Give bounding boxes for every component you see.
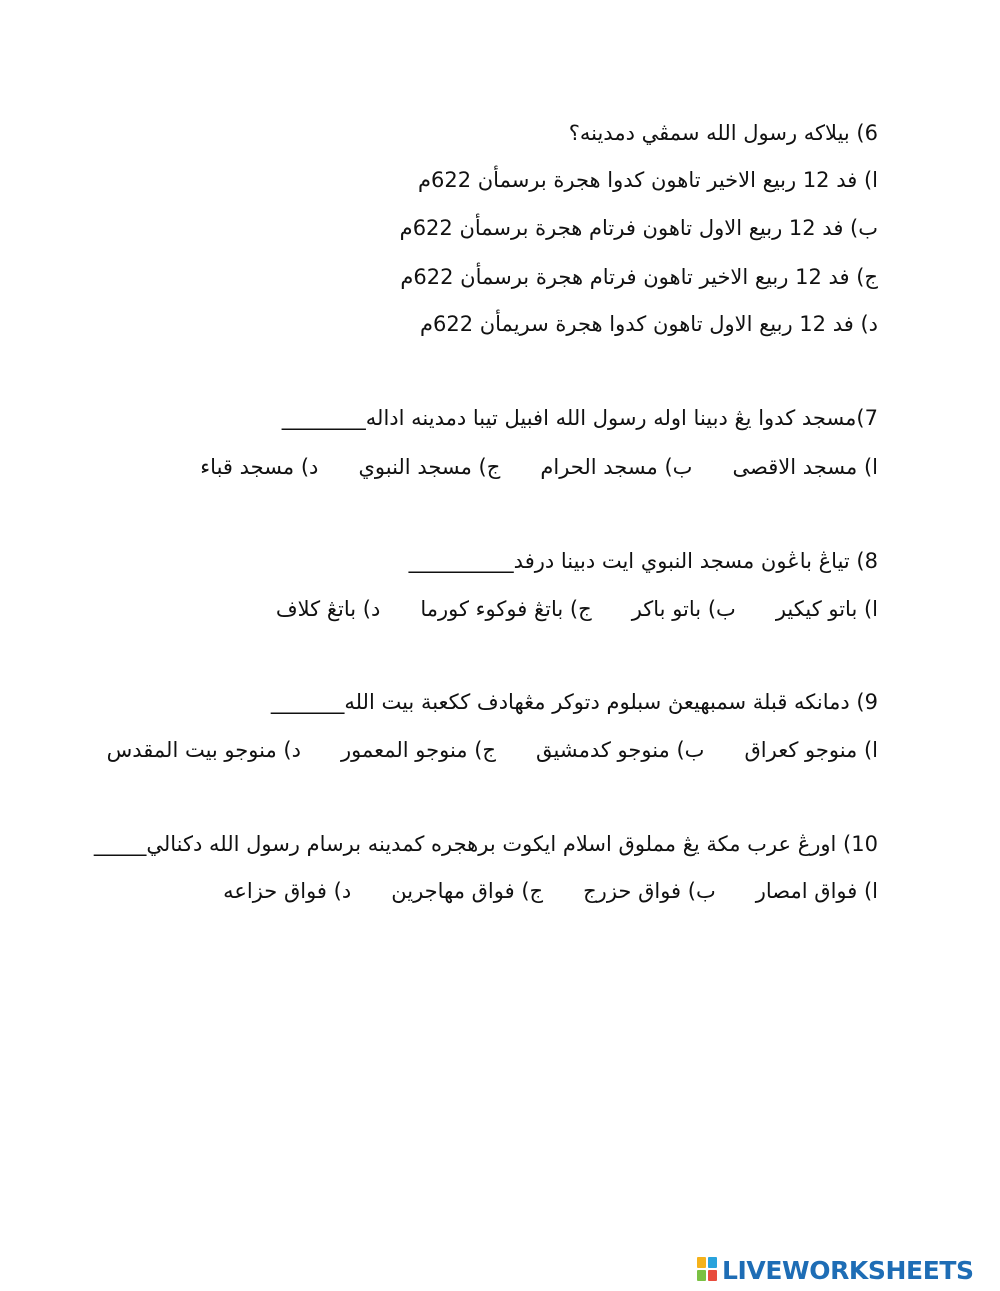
question-10-stem: 10) اورڠ عرب مكة يڠ مملوق اسلام ايكوت برهجره كمدينه برسام رسول الله دكنالي_____ <box>93 832 878 856</box>
question-6-stem: 6) بيلاکه رسول الله سمڤي دمدينه؟ <box>568 121 878 145</box>
question-9-options: ا) منوجو كعراق ب) منوجو كدمشيق ج) منوجو المعمور د) منوجو بيت المقدس <box>106 738 878 762</box>
liveworksheets-logo-icon <box>697 1257 719 1283</box>
question-6-option-d: د) فد 12 ربيع الاول تاهون كدوا هجرة سريمأن 622م <box>419 312 878 336</box>
question-8-options: ا) باتو كيكير ب) باتو باكر ج) باتڠ فوكوء كورما د) باتڠ كلاف <box>275 597 878 621</box>
liveworksheets-logo <box>697 1252 997 1288</box>
question-6-option-c: ج) فد 12 ربيع الاخير تاهون فرتام هجرة برسمأن 622م <box>400 265 878 289</box>
question-8-stem: 8) تياڠ باڠون مسجد النبوي ايت دبينا درفد__________ <box>408 549 878 573</box>
question-10-options: ا) فواق امصار ب) فواق حزرج ج) فواق مهاجرين د) فواق حزاعه <box>223 879 878 903</box>
question-6-option-a: ا) فد 12 ربيع الاخير تاهون كدوا هجرة برسمأن 622م <box>417 168 878 192</box>
question-6-option-b: ب) فد 12 ربيع الاول تاهون فرتام هجرة برسمأن 622م <box>399 216 878 240</box>
question-7-stem: 7)مسجد كدوا يڠ دبينا اوله رسول الله افبيل تيبا دمدينه اداله________ <box>281 406 878 430</box>
brand-name: LIVEWORKSHEETS <box>722 1255 974 1285</box>
question-9-stem: 9) دمانكه قبلة سمبهيعڽ سبلوم دتوكر مڠهادف ككعبة بيت الله_______ <box>270 690 878 714</box>
question-7-options: ا) مسجد الاقصى ب) مسجد الحرام ج) مسجد النبوي د) مسجد قباء <box>200 455 878 479</box>
